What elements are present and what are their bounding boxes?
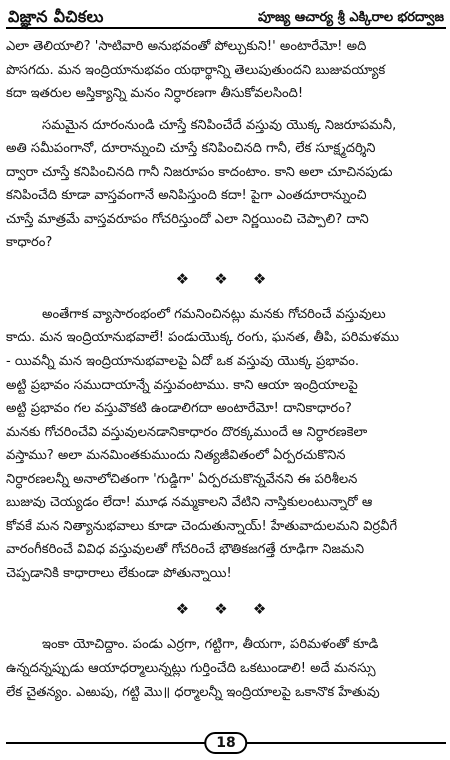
text-line: పొసగదు. మన ఇంద్రియానుభవం యథార్థాన్ని తెలుపుతుందని బుజువయ్యాక [6,62,386,78]
section-separator: ❖ ❖ ❖ [175,600,277,619]
running-header [6,0,446,29]
text-line: బుజువు చెయ్యడం లేదా! మూఢ నమ్మకాలని వేటిని నాస్తికులంటున్నారో ఆ [6,495,373,511]
body-text [6,29,446,704]
text-line: మనకు గోచరించేవి వస్తువులనడానికాధారం దొరక్కముందే ఆ నిర్ధారణకెలా [6,424,368,440]
text-line: - యివన్నీ మన ఇంద్రియానుభవాలపై ఏదో ఒక వస్తువు యొక్క ప్రభావం. [6,354,360,370]
text-line: కోవకే మన నిత్యానుభవాలు కూడా చెందుతున్నాయ్! హేతువాదులమని విర్రవీగే [6,518,398,534]
paragraph-1 [6,35,446,106]
text-line: ద్వారా చూస్తే కనిపించినది గానీ నిజరూపం కాదంటాం. కాని అలా చూచినపుడు [6,164,393,180]
paragraph-2 [6,114,446,255]
text-line: వారంగీకరించే వివిధ వస్తువులతో గోచరించే భౌతికజగత్తే రూఢిగా నిజమని [6,542,365,558]
text-line: ఇంకా యోచిద్దాం. పండు ఎర్రగా, గట్టిగా, తీయగా, పరిమళంతో కూడి [42,637,379,653]
paragraph-3 [6,303,446,586]
text-line: అతి సమీపంగానో, దూరాన్నుంచి చూస్తే కనిపించినది గానీ, లేక సూక్ష్మదర్శిని [6,141,376,157]
text-line: కనిపించేది కూడా వాస్తవంగానే అనిపిస్తుంది కదా! పైగా ఎంతదూరాన్నుంచి [6,188,367,204]
page-number: 18 [204,732,247,754]
text-line: నిర్ధారణలన్నీ అనాలోచితంగా 'గుడ్డిగా' ఏర్పరచుకొన్నవేనని ఈ పరిశీలన [6,471,358,487]
text-line: అంతేగాక వ్యాసారంభంలో గమనించినట్లు మనకు గోచరించే వస్తువులు [42,306,386,322]
text-line: అట్టి ప్రభావం సముదాయాన్నే వస్తువంటాము. కాని ఆయా ఇంద్రియాలపై [6,377,358,393]
text-line: కాదు. మన ఇంద్రియానుభవాలే! పండుయొక్క రంగు, ఘనత, తీపి, పరిమళము [6,330,400,346]
text-line: సమమైన దూరంనుండి చూస్తే కనిపించేదే వస్తువు యొక్క నిజరూపమనీ, [42,117,397,133]
author-name: పూజ్య ఆచార్య శ్రీ ఎక్కిరాల భరద్వాజ [257,10,444,25]
page-footer [6,732,446,754]
section-separator: ❖ ❖ ❖ [175,269,277,288]
text-line: ఉన్నదన్నప్పుడు ఆయాధర్మాలున్నట్లు గుర్తించేది ఒకటుండాలి! అదే మనస్సు [6,661,376,677]
text-line: వస్తాము? అలా మనమింతకుముందు నిత్యజీవితంలో ఏర్పరచుకొనిన [6,448,346,464]
text-line: అట్టి ప్రభావం గల వస్తువొకటి ఉండాలిగదా అంటారేమో! దానికాధారం? [6,401,352,417]
text-line: ఎలా తెలియాలి? 'సాటివారి అనుభవంతో పోల్చుకుని!' అంటారేమో! అది [6,39,367,54]
book-title: విజ్ఞాన వీచికలు [8,7,104,26]
text-line: లేక చైతన్యం. ఎఱుపు, గట్టి మొ॥ ధర్మాలన్నీ ఇంద్రియాలపై ఒకానొక హేతువు [6,684,380,700]
paragraph-4 [6,633,446,704]
text-line: కదా ఇతరుల అస్తిక్యాన్ని మనం నిర్ధారణగా తీసుకోవలసింది! [6,86,304,102]
text-line: కాధారం? [6,235,53,251]
text-line: చెప్పడానికి కాధారాలు లేకుండా పోతున్నాయి! [6,565,232,581]
text-line: చూస్తే మాత్రమే వాస్తవరూపం గోచరిస్తుందో ఎలా నిర్ణయించి చెప్పాలి? దాని [6,211,369,227]
